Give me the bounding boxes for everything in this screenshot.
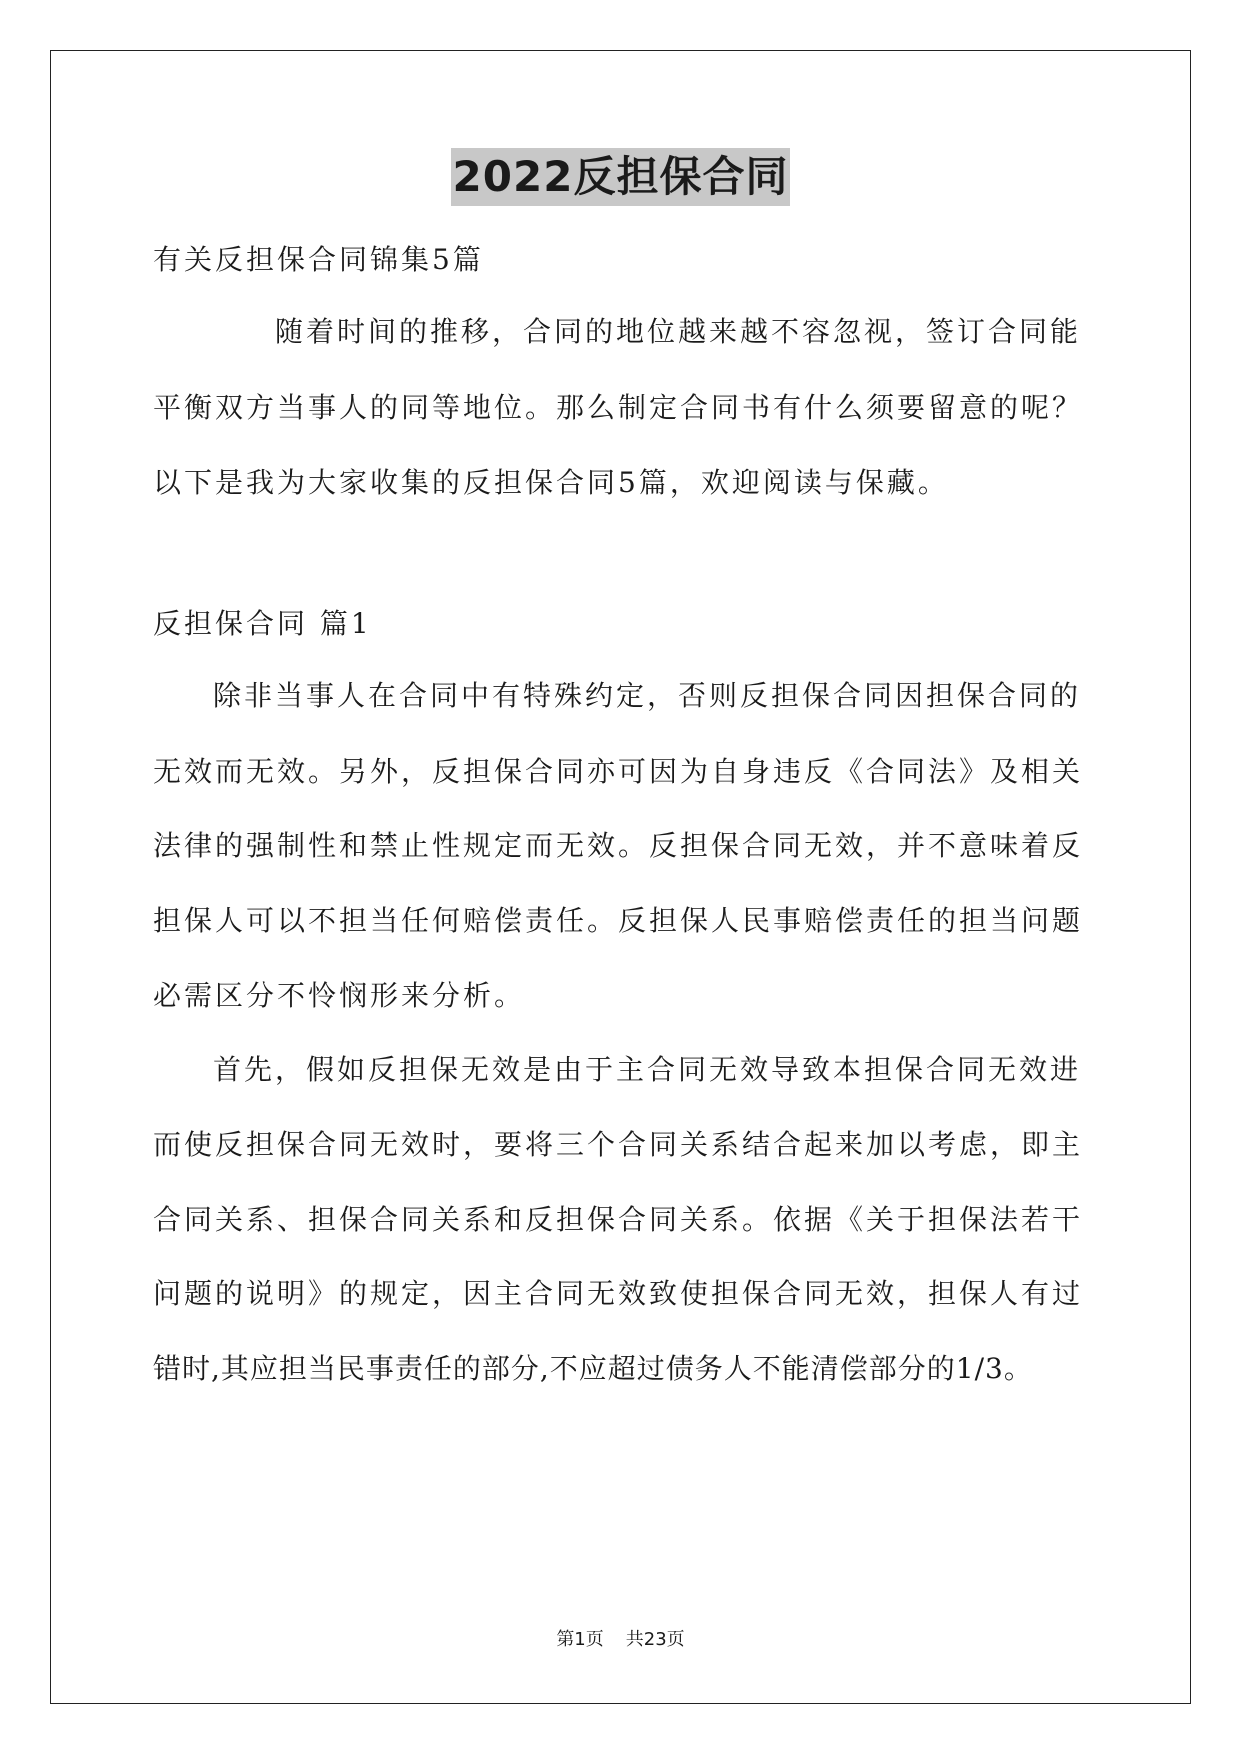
page-number: 第1页 bbox=[556, 1629, 604, 1650]
title-container bbox=[0, 148, 1241, 206]
page-border bbox=[50, 50, 1191, 1704]
paragraph-line: 除非当事人在合同中有特殊约定，否则反担保合同因担保合同的 bbox=[213, 679, 1082, 712]
paragraph-line: 法律的强制性和禁止性规定而无效。反担保合同无效，并不意味着反 bbox=[153, 829, 1084, 862]
paragraph-line: 首先，假如反担保无效是由于主合同无效导致本担保合同无效进 bbox=[213, 1053, 1082, 1086]
page-footer bbox=[0, 1628, 1241, 1652]
intro-line: 随着时间的推移，合同的地位越来越不容忽视，签订合同能 bbox=[275, 315, 1082, 348]
intro-line: 以下是我为大家收集的反担保合同5篇，欢迎阅读与保藏。 bbox=[153, 466, 949, 499]
intro-line: 平衡双方当事人的同等地位。那么制定合同书有什么须要留意的呢？ bbox=[153, 391, 1084, 424]
page-total: 共23页 bbox=[625, 1629, 685, 1650]
paragraph-line: 而使反担保合同无效时，要将三个合同关系结合起来加以考虑，即主 bbox=[153, 1128, 1084, 1161]
paragraph-line: 担保人可以不担当任何赔偿责任。反担保人民事赔偿责任的担当问题 bbox=[153, 904, 1084, 937]
paragraph-line: 必需区分不怜悯形来分析。 bbox=[153, 979, 526, 1012]
paragraph-line: 无效而无效。另外，反担保合同亦可因为自身违反《合同法》及相关 bbox=[153, 755, 1084, 788]
section-heading: 反担保合同 篇1 bbox=[153, 607, 372, 640]
paragraph-line: 合同关系、担保合同关系和反担保合同关系。依据《关于担保法若干 bbox=[153, 1203, 1084, 1236]
paragraph-line: 错时,其应担当民事责任的部分,不应超过债务人不能清偿部分的1/3。 bbox=[153, 1352, 1033, 1385]
document-subtitle: 有关反担保合同锦集5篇 bbox=[153, 243, 484, 276]
document-title: 2022反担保合同 bbox=[451, 148, 791, 206]
paragraph-line: 问题的说明》的规定，因主合同无效致使担保合同无效，担保人有过 bbox=[153, 1277, 1084, 1310]
